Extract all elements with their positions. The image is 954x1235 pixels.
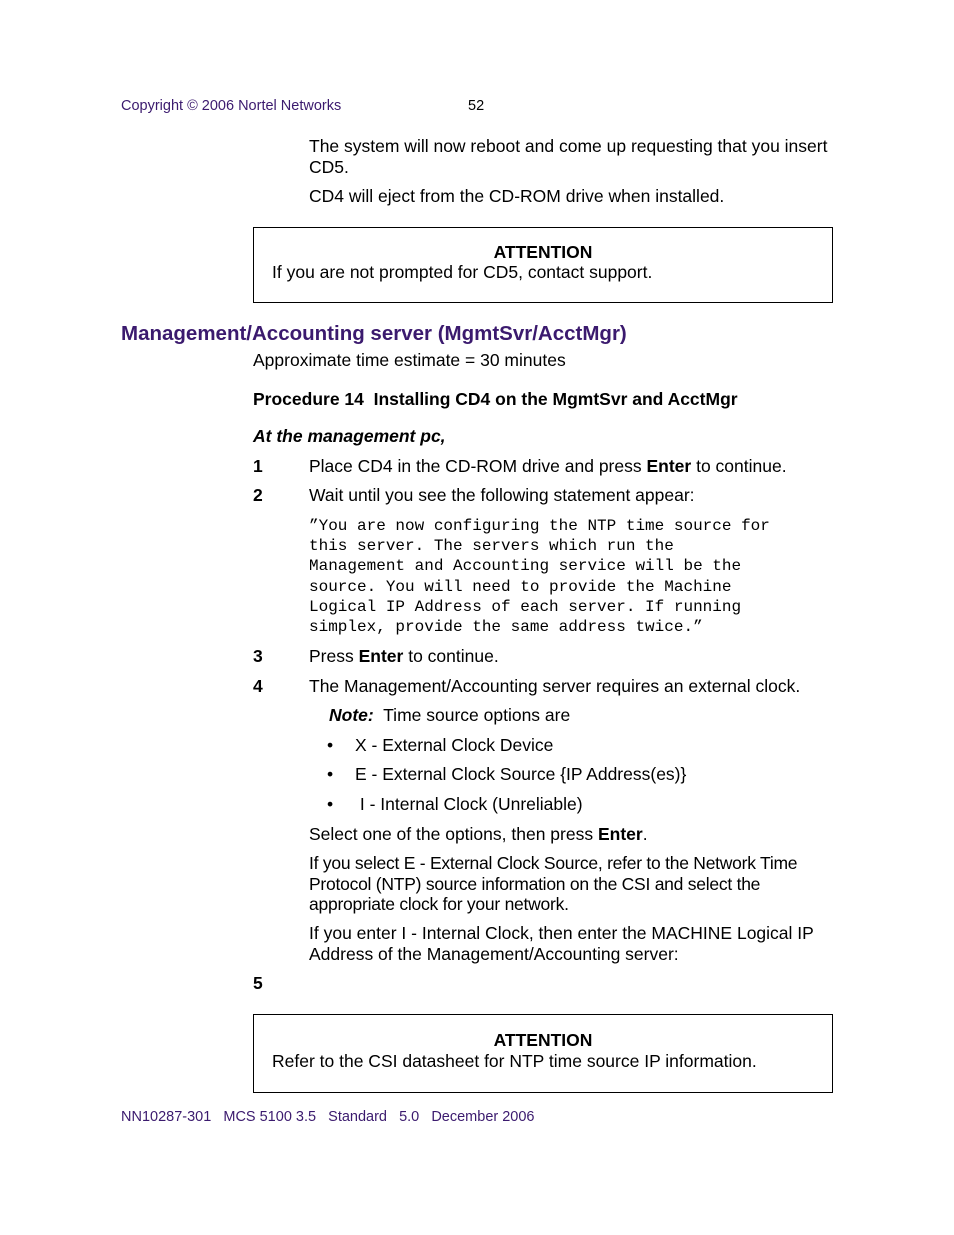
page-number: 52 xyxy=(468,98,485,114)
step-4-text: The Management/Accounting server requires an external clock. xyxy=(309,676,801,696)
attention-box xyxy=(253,1014,833,1093)
section-title: Management/Accounting server (MgmtSvr/AcctMgr) xyxy=(121,322,627,345)
bullet-icon: • xyxy=(327,794,334,814)
enter-key-label: Enter xyxy=(597,824,643,844)
enter-key-label: Enter xyxy=(358,646,404,666)
procedure-title: Procedure 14 Installing CD4 on the MgmtSvr and AcctMgr xyxy=(253,389,738,409)
step-3-text-post: to continue. xyxy=(403,646,499,666)
attention-title: ATTENTION xyxy=(493,242,593,262)
attention-box xyxy=(253,227,833,303)
list-item: I - Internal Clock (Unreliable) xyxy=(355,794,583,814)
list-item: X - External Clock Device xyxy=(355,735,554,755)
step-2-text: Wait until you see the following statement appear: xyxy=(309,485,695,505)
internal-clock-paragraph: If you enter I - Internal Clock, then enter the MACHINE Logical IP Address of the Management/Accounting server: xyxy=(309,923,814,964)
step-3-text-pre: Press xyxy=(309,646,359,666)
external-clock-paragraph: If you select E - External Clock Source, refer to the Network Time Protocol (NTP) source information on the CSI and select the appropriate clock for your network. xyxy=(309,853,798,914)
list-item: E - External Clock Source {IP Address(es)} xyxy=(355,764,687,784)
system-message-code: ”You are now configuring the NTP time source for this server. The servers which run the Management and Accounting service will be the source. You will need to provide the Machine Logical IP Address of each server. If running simplex, provide the same address twice.” xyxy=(309,517,770,637)
intro-paragraph-1: The system will now reboot and come up requesting that you insert CD5. xyxy=(309,136,828,177)
note xyxy=(329,705,570,726)
copyright-text: Copyright © 2006 Nortel Networks xyxy=(121,98,342,114)
step-1-text-pre: Place CD4 in the CD-ROM drive and press xyxy=(309,456,647,476)
select-instruction-pre: Select one of the options, then press xyxy=(309,824,598,844)
note-label: Note: xyxy=(329,705,374,725)
step-number: 2 xyxy=(253,485,263,505)
step-number: 4 xyxy=(253,676,263,696)
step-1-text xyxy=(309,456,787,477)
step-number: 5 xyxy=(253,973,263,993)
step-1-text-post: to continue. xyxy=(691,456,787,476)
select-instruction xyxy=(309,824,648,845)
step-number: 3 xyxy=(253,646,263,666)
attention-title: ATTENTION xyxy=(493,1030,593,1050)
location-heading: At the management pc, xyxy=(253,426,446,446)
attention-text: If you are not prompted for CD5, contact support. xyxy=(272,262,653,282)
step-3-text xyxy=(309,646,499,667)
attention-text: Refer to the CSI datasheet for NTP time source IP information. xyxy=(272,1051,757,1071)
enter-key-label: Enter xyxy=(646,456,692,476)
bullet-icon: • xyxy=(327,764,334,784)
bullet-icon: • xyxy=(327,735,334,755)
footer-text: NN10287-301 MCS 5100 3.5 Standard 5.0 December 2006 xyxy=(121,1109,535,1125)
step-number: 1 xyxy=(253,456,263,476)
time-estimate: Approximate time estimate = 30 minutes xyxy=(253,350,566,370)
select-instruction-post: . xyxy=(642,824,648,844)
intro-paragraph-2: CD4 will eject from the CD-ROM drive when installed. xyxy=(309,186,725,206)
note-text: Time source options are xyxy=(383,705,571,725)
